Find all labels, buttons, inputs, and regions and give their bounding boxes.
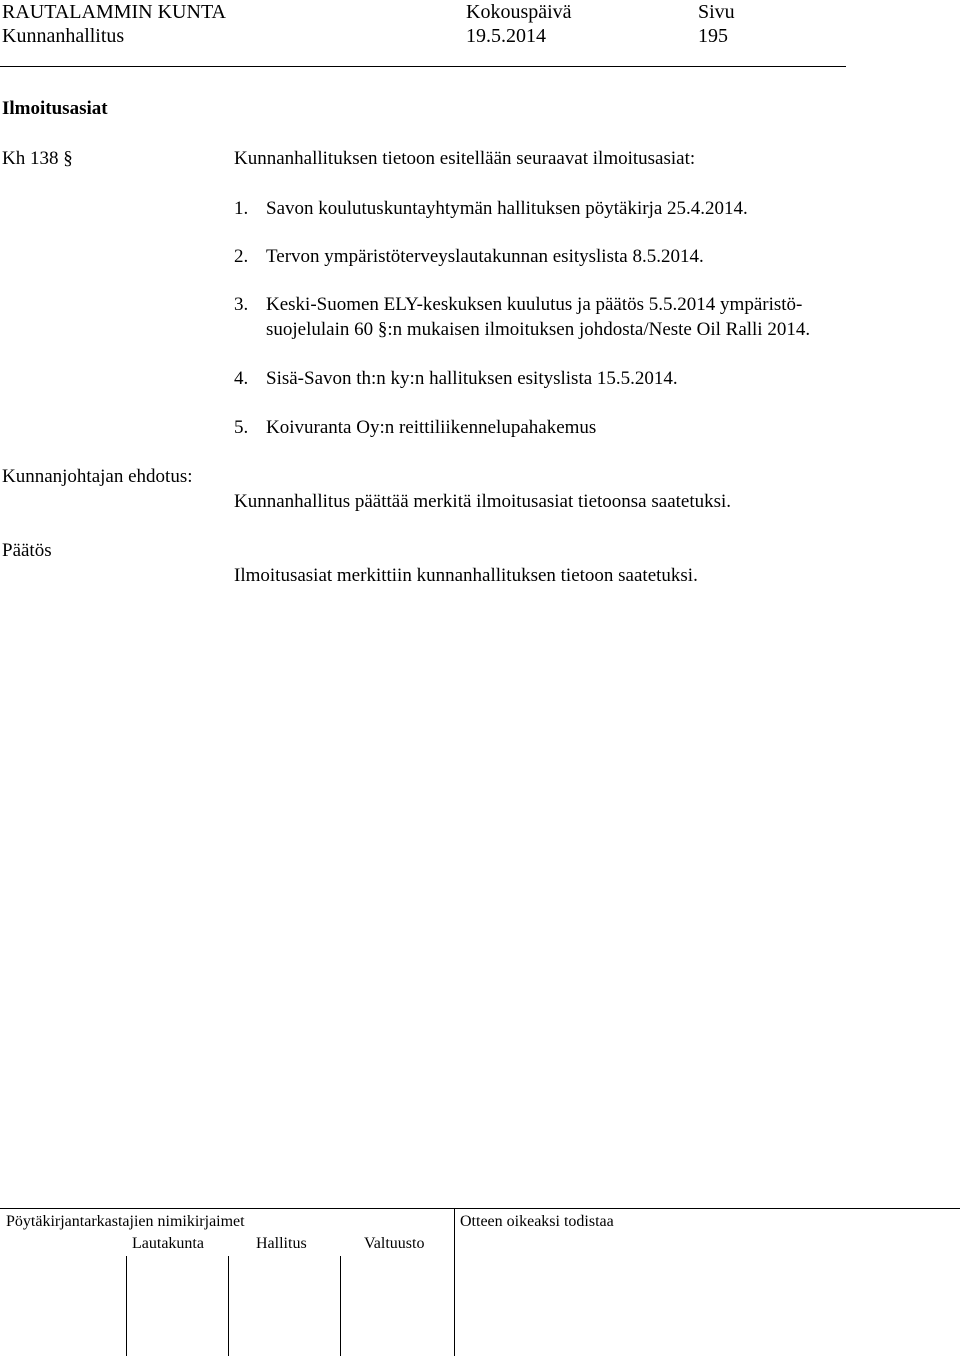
item-text: Koivuranta Oy:n reittiliikennelupahakemus [266,417,597,438]
intro-text: Kunnanhallituksen tietoon esitellään seuraavat ilmoitusasiat: [234,148,696,169]
footer-divider [454,1208,455,1356]
item-number: 3. [234,294,249,315]
header-rule [0,66,846,67]
proposal-text: Kunnanhallitus päättää merkitä ilmoitusasiat tietoonsa saatetuksi. [234,491,732,512]
footer-rule [0,1208,960,1209]
certified-label: Otteen oikeaksi todistaa [460,1213,614,1230]
decision-text: Ilmoitusasiat merkittiin kunnanhallituksen tietoon saatetuksi. [234,565,698,586]
item-text: Savon koulutuskuntayhtymän hallituksen pöytäkirja 25.4.2014. [266,198,748,219]
item-text: Sisä-Savon th:n ky:n hallituksen esityslista 15.5.2014. [266,368,678,389]
page-label: Sivu [698,1,735,23]
signatures-label: Pöytäkirjantarkastajien nimikirjaimet [6,1213,245,1230]
item-number: 5. [234,417,249,438]
section-title: Ilmoitusasiat [2,98,108,119]
column-valtuusto: Valtuusto [364,1235,425,1252]
case-id: Kh 138 § [2,148,73,169]
item-number: 4. [234,368,249,389]
decision-label: Päätös [2,540,52,561]
body-name: Kunnanhallitus [2,25,125,47]
item-number: 1. [234,198,249,219]
item-text-continued: suojelulain 60 §:n mukaisen ilmoituksen johdosta/Neste Oil Ralli 2014. [266,319,811,340]
item-text: Tervon ympäristöterveyslautakunnan esityslista 8.5.2014. [266,246,704,267]
item-number: 2. [234,246,249,267]
page-number: 195 [698,25,728,47]
municipality-name: RAUTALAMMIN KUNTA [2,1,227,23]
date-label: Kokouspäivä [466,1,572,23]
column-lautakunta: Lautakunta [132,1235,204,1252]
signature-column-line [340,1256,341,1356]
item-text: Keski-Suomen ELY-keskuksen kuulutus ja päätös 5.5.2014 ympäristö- [266,294,803,315]
column-hallitus: Hallitus [256,1235,307,1252]
signature-column-line [228,1256,229,1356]
proposal-label: Kunnanjohtajan ehdotus: [2,466,193,487]
signature-column-line [126,1256,127,1356]
meeting-date: 19.5.2014 [466,25,546,47]
